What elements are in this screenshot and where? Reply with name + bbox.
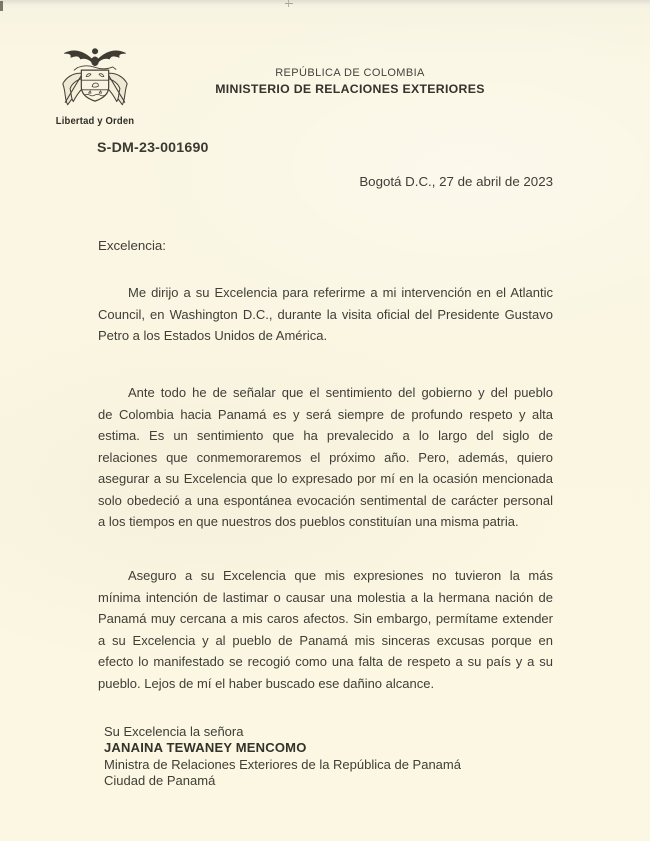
paragraph-line: a los tiempos en que nuestros dos pueblos constituían una misma patria. <box>98 514 519 529</box>
paragraph-2 <box>98 382 553 533</box>
scan-edge-shadow <box>0 0 650 5</box>
paragraph-3 <box>98 565 553 694</box>
emblem-flags-right <box>107 73 127 104</box>
emblem-condor <box>64 49 125 66</box>
paragraph-line: Council, en Washington D.C., durante la visita oficial del Presidente Gustavo <box>98 306 553 322</box>
paragraph-line: Me dirijo a su Excelencia para referirme a mi intervención en el Atlantic <box>128 285 553 300</box>
paragraph-line: estima. Es un sentimiento que ha prevalecido a lo largo del siglo de <box>98 428 553 443</box>
paragraph-line: de Colombia hacia Panamá es y será siempre de profundo respeto y alta <box>98 406 553 422</box>
letterhead-titles <box>140 65 560 97</box>
paragraph-1 <box>98 282 553 347</box>
salutation: Excelencia: <box>98 238 166 253</box>
paragraph-line: asegurar a su Excelencia que lo expresado por mí en la ocasión mencionada <box>98 471 553 486</box>
colombia-coat-of-arms-icon <box>54 42 136 116</box>
paragraph-line: efecto lo manifestado se recogió como una falta de respeto a su país y a su <box>98 654 553 669</box>
addressee-title: Ministra de Relaciones Exteriores de la República de Panamá <box>104 756 461 772</box>
emblem-shield <box>81 70 108 101</box>
scan-artifact-mark <box>288 0 289 7</box>
paragraph-line: Panamá muy cercana a mis caros afectos. Sin embargo, permítame extender <box>98 611 553 626</box>
country-line: REPÚBLICA DE COLOMBIA <box>275 67 425 79</box>
addressee-city: Ciudad de Panamá <box>104 773 216 789</box>
emblem-motto: Libertad y Orden <box>55 115 135 127</box>
emblem-flags-left <box>63 73 83 104</box>
addressee-block <box>104 724 564 790</box>
reference-number: S-DM-23-001690 <box>97 140 209 156</box>
addressee-name: JANAINA TEWANEY MENCOMO <box>104 740 307 756</box>
paragraph-line: solo obedeció a una espontánea evocación sentimental de carácter personal <box>98 492 553 508</box>
paragraph-line: mínima intención de lastimar o causar una molestia a la hermana nación de <box>98 589 553 605</box>
scan-artifact-mark <box>285 3 293 4</box>
addressee-honorific: Su Excelencia la señora <box>104 724 244 739</box>
paragraph-line: Petro a los Estados Unidos de América. <box>98 328 328 343</box>
paragraph-line: pueblo. Lejos de mí el haber buscado ese dañino alcance. <box>98 675 435 691</box>
dateline: Bogotá D.C., 27 de abril de 2023 <box>359 174 553 189</box>
paragraph-line: Aseguro a su Excelencia que mis expresiones no tuvieron la más <box>128 568 553 583</box>
ministry-line: MINISTERIO DE RELACIONES EXTERIORES <box>215 82 485 96</box>
paragraph-line: Ante todo he de señalar que el sentimiento del gobierno y del pueblo <box>128 385 553 400</box>
paragraph-line: a su Excelencia y al pueblo de Panamá mis sinceras excusas porque en <box>98 632 553 648</box>
scan-artifact-speck <box>0 1 3 11</box>
paragraph-line: relaciones que conmemoraremos el próximo año. Pero, además, quiero <box>98 449 553 465</box>
